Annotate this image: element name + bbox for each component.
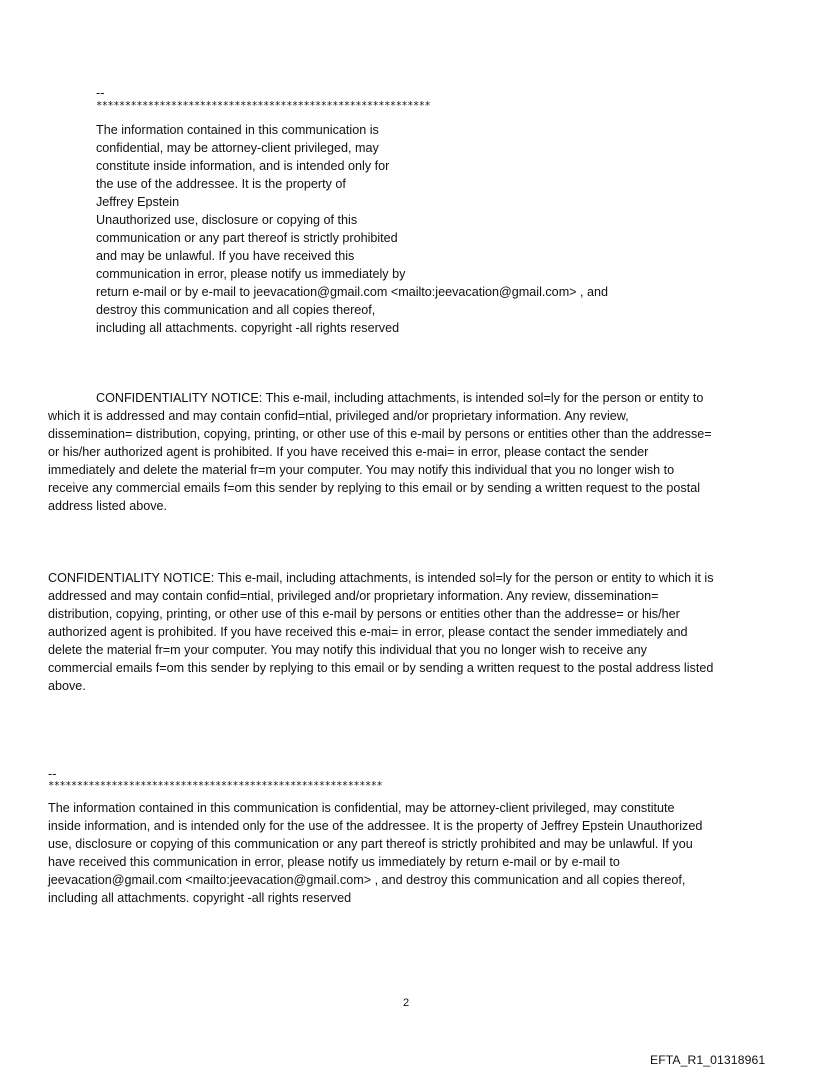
text-line: Unauthorized use, disclosure or copying of this <box>96 213 358 227</box>
text-line: which it is addressed and may contain confid=ntial, privileged and/or proprietary information. Any review, <box>48 409 629 423</box>
text-line: dissemination= distribution, copying, printing, or other use of this e-mail by persons or entities other than the addresse= <box>48 427 712 441</box>
text-line: jeevacation@gmail.com <mailto:jeevacation@gmail.com> , and destroy this communication and all copies thereof, <box>48 873 686 887</box>
text-line: constitute inside information, and is intended only for <box>96 159 390 173</box>
text-line: immediately and delete the material fr=m your computer. You may notify this individual that you no longer wish to <box>48 463 675 477</box>
bates-number: EFTA_R1_01318961 <box>650 1053 766 1067</box>
text-line: above. <box>48 679 86 693</box>
text-line: or his/her authorized agent is prohibited. If you have received this e-mai= in error, please contact the sender <box>48 445 649 459</box>
text-line: use, disclosure or copying of this communication or any part thereof is strictly prohibited and may be unlawful. If you <box>48 837 693 851</box>
separator-stars: ********************************************************** <box>96 101 431 112</box>
text-line: authorized agent is prohibited. If you have received this e-mai= in error, please contact the sender immediately and <box>48 625 688 639</box>
text-line: destroy this communication and all copies thereof, <box>96 303 376 317</box>
text-line: distribution, copying, printing, or other use of this e-mail by persons or entities other than the addresse= or his/her <box>48 607 680 621</box>
text-line: CONFIDENTIALITY NOTICE: This e-mail, including attachments, is intended sol=ly for the person or entity to which it is <box>48 571 714 585</box>
text-line: CONFIDENTIALITY NOTICE: This e-mail, including attachments, is intended sol=ly for the person or entity to <box>96 391 704 405</box>
separator-stars: ********************************************************** <box>48 781 383 792</box>
text-line: address listed above. <box>48 499 168 513</box>
page-number: 2 <box>403 997 410 1009</box>
text-line: inside information, and is intended only for the use of the addressee. It is the property of Jeffrey Epstein Unauthorized <box>48 819 703 833</box>
text-line: addressed and may contain confid=ntial, privileged and/or proprietary information. Any review, dissemination= <box>48 589 659 603</box>
text-line: The information contained in this communication is <box>96 123 379 137</box>
text-line: communication in error, please notify us immediately by <box>96 267 406 281</box>
text-line: commercial emails f=om this sender by replying to this email or by sending a written request to the postal address listed <box>48 661 714 675</box>
text-line: return e-mail or by e-mail to jeevacation@gmail.com <mailto:jeevacation@gmail.com> , and <box>96 285 609 299</box>
separator-dashes: -- <box>96 86 105 100</box>
text-line: communication or any part thereof is strictly prohibited <box>96 231 398 245</box>
text-line: receive any commercial emails f=om this sender by replying to this email or by sending a written request to the postal <box>48 481 701 495</box>
text-line: delete the material fr=m your computer. You may notify this individual that you no longer wish to receive any <box>48 643 647 657</box>
text-line: The information contained in this communication is confidential, may be attorney-client privileged, may constitute <box>48 801 675 815</box>
text-line: have received this communication in error, please notify us immediately by return e-mail or by e-mail to <box>48 855 620 869</box>
text-line: confidential, may be attorney-client privileged, may <box>96 141 379 155</box>
text-line: including all attachments. copyright -all rights reserved <box>48 891 352 905</box>
text-line: Jeffrey Epstein <box>96 195 180 209</box>
text-line: including all attachments. copyright -all rights reserved <box>96 321 400 335</box>
text-line: and may be unlawful. If you have received this <box>96 249 355 263</box>
separator-dashes: -- <box>48 767 57 781</box>
text-line: the use of the addressee. It is the property of <box>96 177 346 191</box>
